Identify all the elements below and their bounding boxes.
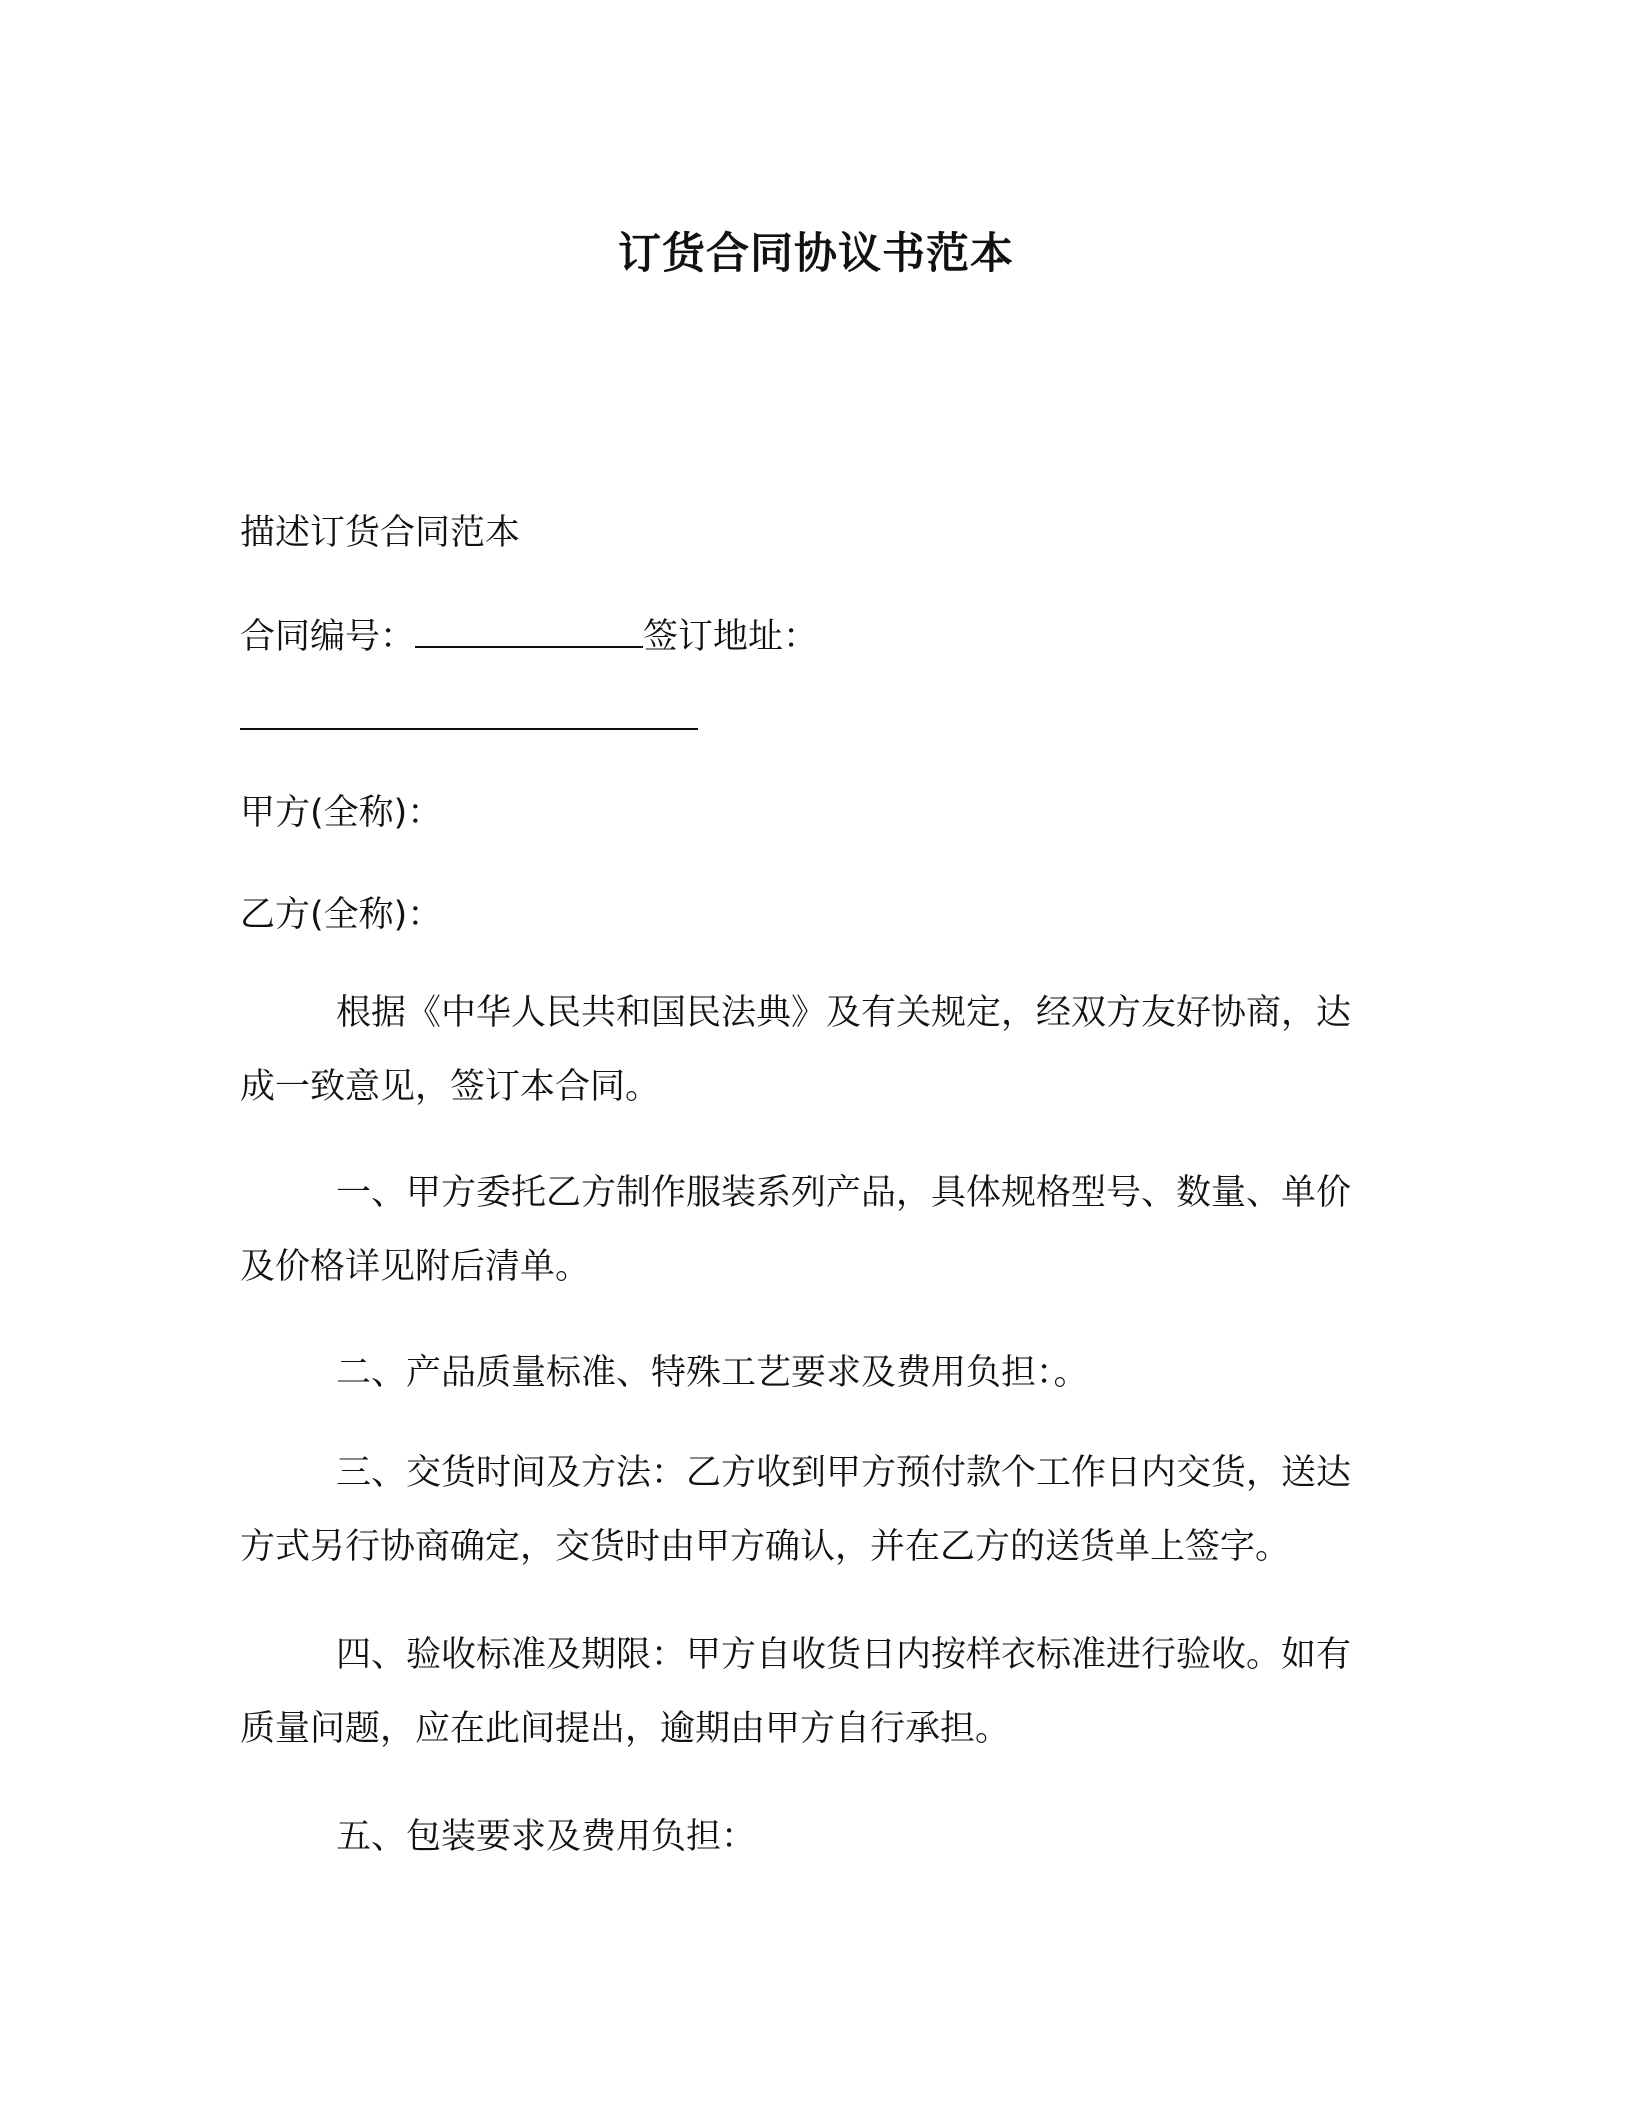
contract-number-line (240, 600, 818, 674)
party-b-label: 乙方(全称)： (240, 895, 443, 935)
clause-3-paragraph: 三、交货时间及方法：乙方收到甲方预付款个工作日内交货，送达方式另行协商确定，交货时由甲方确认，并在乙方的送货单上签字。 (240, 1453, 1352, 1567)
contract-number-blank (415, 620, 643, 648)
clause-4-paragraph: 四、验收标准及期限：甲方自收货日内按样衣标准进行验收。如有质量问题，应在此间提出，逾期由甲方自行承担。 (240, 1635, 1352, 1749)
party-a-label: 甲方(全称)： (240, 793, 443, 833)
sign-address-blank (240, 702, 698, 730)
preamble-paragraph: 根据《中华人民共和国民法典》及有关规定，经双方友好协商，达成一致意见，签订本合同。 (240, 993, 1352, 1107)
clause-5-paragraph: 五、包装要求及费用负担： (336, 1817, 757, 1857)
document-title: 订货合同协议书范本 (618, 229, 1014, 279)
sign-address-label: 签订地址： (643, 617, 819, 657)
sign-address-blank-line (240, 682, 698, 756)
document-subtitle: 描述订货合同范本 (240, 513, 521, 553)
clause-2-paragraph: 二、产品质量标准、特殊工艺要求及费用负担：。 (336, 1353, 1089, 1393)
clause-1-paragraph: 一、甲方委托乙方制作服装系列产品，具体规格型号、数量、单价及价格详见附后清单。 (240, 1173, 1352, 1287)
contract-number-label: 合同编号： (240, 617, 416, 657)
